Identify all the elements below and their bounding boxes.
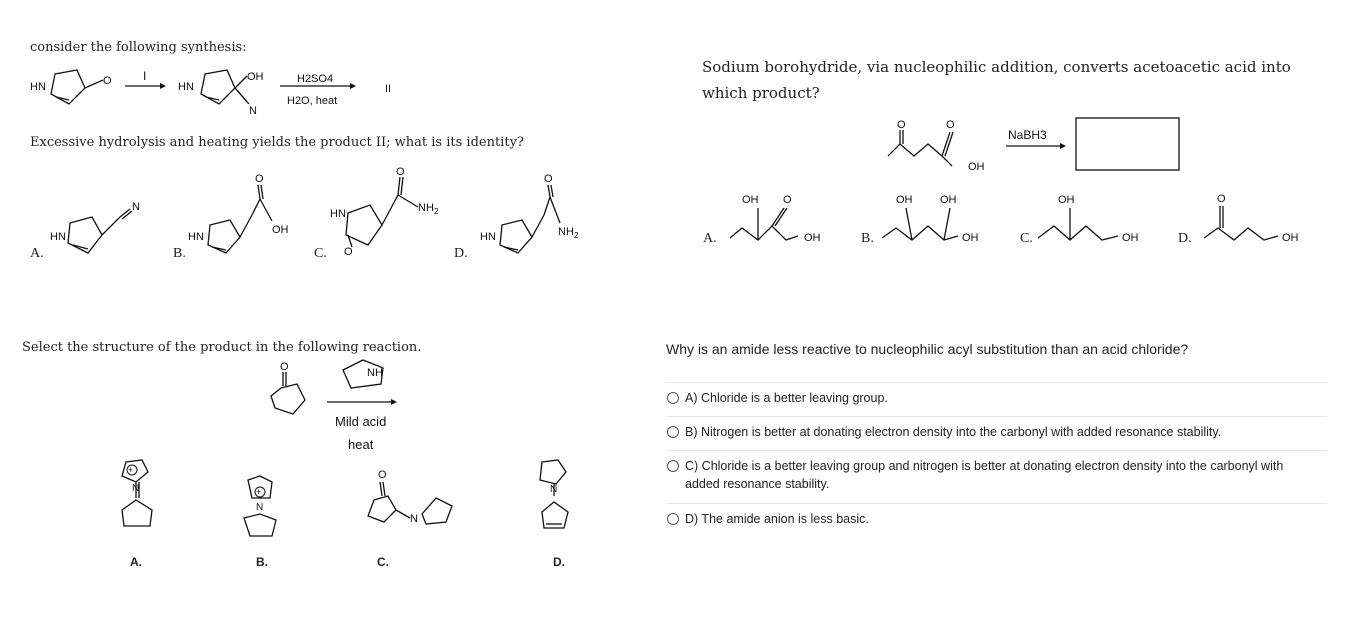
svg-text:OH: OH	[896, 194, 913, 206]
product-ii-label: II	[385, 83, 392, 95]
q1-synthesis-scheme	[25, 62, 425, 122]
q2-answer-structures	[700, 188, 1320, 258]
svg-text:N: N	[256, 502, 264, 513]
q1-option-d-structure	[480, 173, 579, 253]
svg-text:OH: OH	[968, 161, 985, 173]
reagent-1: I	[143, 69, 147, 83]
q4-choice-a[interactable]	[667, 389, 1317, 407]
q2-option-a-label[interactable]: A.	[703, 231, 717, 246]
svg-text:N: N	[410, 513, 418, 525]
q4-divider	[667, 382, 1327, 383]
q2-reagent: NaBH3	[1008, 128, 1047, 142]
svg-text:N: N	[249, 105, 257, 117]
q1-intro: consider the following synthesis:	[30, 40, 247, 55]
starting-material-ring	[30, 70, 112, 104]
q2-option-c-structure	[1038, 194, 1139, 244]
svg-text:O: O	[1217, 193, 1226, 205]
svg-text:O: O	[255, 173, 264, 185]
q3-option-d-label[interactable]: D.	[553, 555, 565, 569]
q3-option-c-label[interactable]: C.	[377, 555, 389, 569]
svg-text:OH: OH	[804, 232, 821, 244]
q4-divider	[667, 503, 1327, 504]
svg-text:HN: HN	[30, 81, 46, 93]
svg-text:HN: HN	[50, 231, 66, 243]
q3-option-a-structure	[122, 460, 152, 526]
q4-choice-c[interactable]	[667, 457, 1317, 493]
q3-question: Select the structure of the product in the following reaction.	[22, 340, 422, 355]
q4-divider	[667, 450, 1327, 451]
svg-text:+: +	[256, 487, 262, 497]
q4-choice-b[interactable]	[667, 423, 1317, 441]
q2-answer-box	[1076, 118, 1179, 170]
q4-question: Why is an amide less reactive to nucleophilic acyl substitution than an acid chloride?	[666, 341, 1189, 357]
q2-option-b-structure	[882, 194, 979, 244]
q1-answer-structures	[30, 165, 590, 265]
radio-a[interactable]	[667, 392, 679, 404]
svg-text:HN: HN	[480, 231, 496, 243]
cyanohydrin-intermediate	[178, 70, 264, 117]
svg-text:NH: NH	[418, 202, 434, 214]
svg-text:2: 2	[574, 231, 579, 240]
q1-option-c-structure	[330, 166, 439, 258]
radio-d[interactable]	[667, 513, 679, 525]
svg-text:O: O	[396, 166, 405, 178]
q2-reaction-scheme	[870, 118, 1190, 178]
svg-text:HN: HN	[178, 81, 194, 93]
svg-text:N: N	[132, 483, 140, 494]
radio-b[interactable]	[667, 426, 679, 438]
radio-c[interactable]	[667, 460, 679, 472]
q4-choice-c-text: C) Chloride is a better leaving group and nitrogen is better at donating electron density into the carbonyl with added resonance stability.	[685, 459, 1284, 491]
q2-option-b-label[interactable]: B.	[861, 231, 874, 246]
q2-option-d-label[interactable]: D.	[1178, 231, 1192, 246]
q4-choice-b-text: B) Nitrogen is better at donating electron density into the carbonyl with added resonance stability.	[685, 425, 1222, 439]
reagent-2-top: H2SO4	[297, 73, 334, 85]
svg-text:OH: OH	[272, 224, 289, 236]
q3-conditions-top: Mild acid	[335, 414, 387, 429]
q3-conditions-bottom: heat	[348, 437, 374, 452]
svg-text:NH: NH	[558, 226, 574, 238]
svg-text:NH: NH	[367, 367, 383, 379]
q3-option-a-label[interactable]: A.	[130, 555, 142, 569]
q1-question: Excessive hydrolysis and heating yields the product II; what is its identity?	[30, 135, 524, 150]
svg-text:HN: HN	[188, 231, 204, 243]
svg-text:OH: OH	[247, 71, 264, 83]
q1-option-a-structure	[50, 201, 140, 253]
svg-text:HN: HN	[330, 208, 346, 220]
q3-answer-structures	[110, 458, 590, 548]
svg-text:OH: OH	[1058, 194, 1075, 206]
q3-option-d-structure	[540, 460, 568, 528]
svg-text:O: O	[544, 173, 553, 185]
svg-text:N: N	[132, 201, 140, 213]
q3-option-b-label[interactable]: B.	[256, 555, 268, 569]
q2-question: Sodium borohydride, via nucleophilic addition, converts acetoacetic acid into which product?	[702, 58, 1291, 102]
svg-text:O: O	[378, 469, 387, 481]
q2-option-a-structure	[730, 194, 821, 244]
q2-option-d-structure	[1204, 193, 1299, 244]
q3-option-b-structure	[244, 476, 276, 536]
svg-text:O: O	[946, 119, 955, 131]
svg-text:O: O	[103, 75, 112, 87]
svg-text:+: +	[128, 465, 134, 475]
q3-option-c-structure	[368, 469, 452, 525]
svg-text:O: O	[783, 194, 792, 206]
svg-text:OH: OH	[742, 194, 759, 206]
svg-text:OH: OH	[1282, 232, 1299, 244]
reagent-2-bottom: H2O, heat	[287, 95, 338, 107]
svg-text:N: N	[550, 484, 558, 495]
svg-text:OH: OH	[940, 194, 957, 206]
q3-reaction-scheme	[255, 358, 455, 458]
q1-option-b-label[interactable]: B.	[173, 246, 186, 261]
svg-text:O: O	[280, 361, 289, 373]
q4-choice-d-text: D) The amide anion is less basic.	[685, 512, 869, 526]
svg-text:OH: OH	[1122, 232, 1139, 244]
q1-option-c-label[interactable]: C.	[314, 246, 327, 261]
svg-text:O: O	[344, 246, 353, 258]
q1-option-b-structure	[188, 173, 289, 253]
q1-option-a-label[interactable]: A.	[30, 246, 44, 261]
svg-text:O: O	[897, 119, 906, 131]
svg-text:OH: OH	[962, 232, 979, 244]
q1-option-d-label[interactable]: D.	[454, 246, 468, 261]
svg-text:2: 2	[434, 207, 439, 216]
q4-choice-d[interactable]	[667, 510, 1317, 528]
q2-option-c-label[interactable]: C.	[1020, 231, 1033, 246]
q4-choice-a-text: A) Chloride is a better leaving group.	[685, 391, 888, 405]
q4-divider	[667, 416, 1327, 417]
